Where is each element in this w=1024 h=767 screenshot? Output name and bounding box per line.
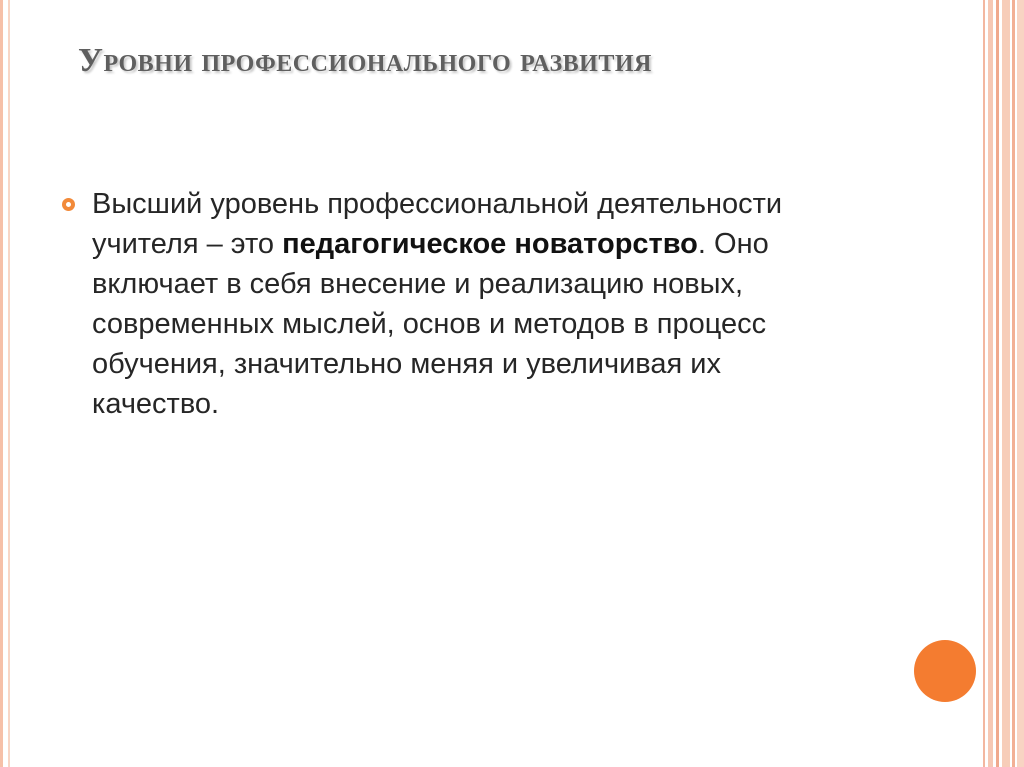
right-border-stripe bbox=[988, 0, 993, 767]
bullet-text-after: . Оно включает в себя внесение и реализацию новых, современных мыслей, основ и методов в процесс обучения, значительно меняя и увеличивая их качество. bbox=[92, 228, 769, 420]
left-border-line bbox=[0, 0, 3, 767]
bullet-bold-term: педагогическое новаторство bbox=[282, 228, 698, 260]
bullet-text bbox=[92, 184, 852, 424]
ring-bullet-icon bbox=[62, 198, 75, 211]
right-border-stripe bbox=[983, 0, 985, 767]
orange-circle-icon bbox=[914, 640, 976, 702]
right-border-stripe bbox=[996, 0, 999, 767]
right-border-stripe bbox=[1017, 0, 1024, 767]
slide-title: Уровни профессионального развития bbox=[78, 42, 652, 79]
right-border-stripe bbox=[1002, 0, 1010, 767]
bullet-text-before: Высший уровень профессиональной деятельности учителя – это bbox=[92, 188, 783, 260]
right-border-stripe bbox=[1012, 0, 1015, 767]
left-border-line-inner bbox=[8, 0, 10, 767]
